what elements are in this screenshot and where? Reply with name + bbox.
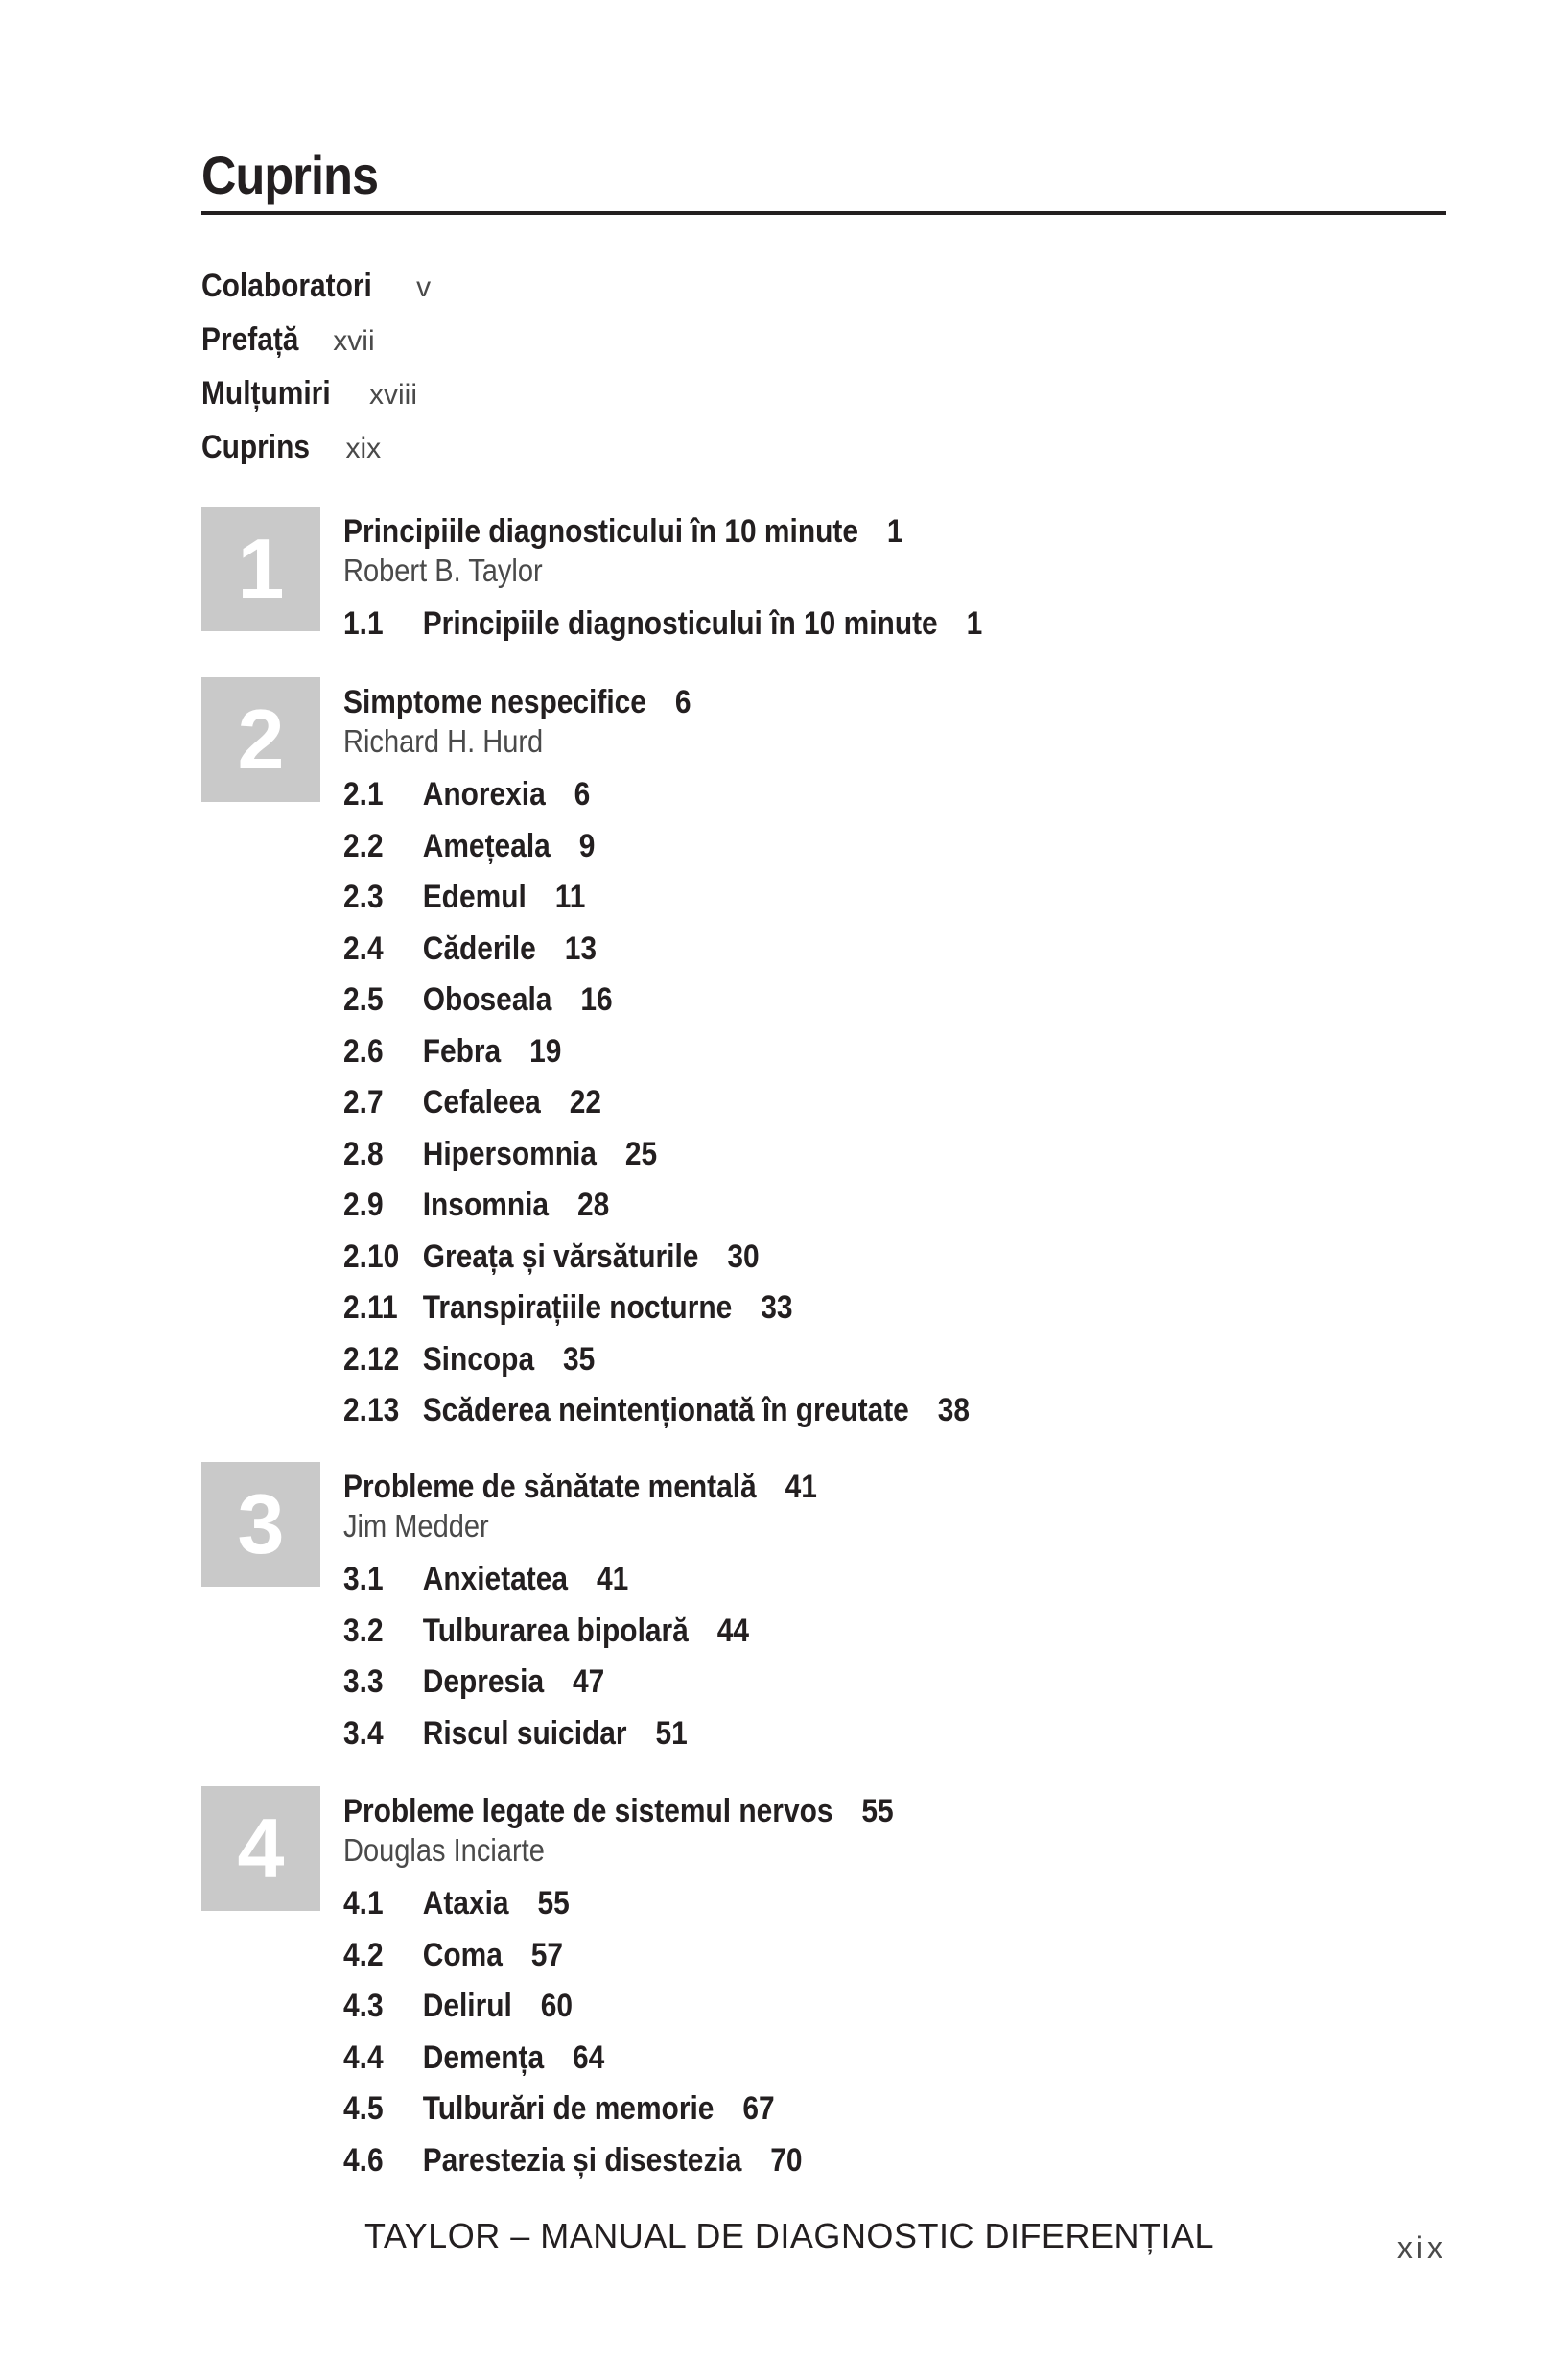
section-number: 3.3 bbox=[343, 1663, 384, 1700]
section-title: Principiile diagnosticului în 10 minute bbox=[422, 605, 938, 642]
front-matter-item-multumiri[interactable] bbox=[201, 372, 431, 426]
front-matter-item-cuprins[interactable] bbox=[201, 426, 431, 480]
section-title: Transpirațiile nocturne bbox=[422, 1289, 733, 1326]
section-number: 4.2 bbox=[343, 1936, 384, 1973]
section-page: 44 bbox=[716, 1612, 750, 1649]
chapter-page: 41 bbox=[785, 1469, 817, 1505]
section-page: 1 bbox=[966, 605, 983, 642]
section-title: Cefaleea bbox=[422, 1084, 541, 1120]
chapter-page: 1 bbox=[886, 513, 903, 550]
section-title: Hipersomnia bbox=[422, 1135, 597, 1172]
section-number: 2.12 bbox=[343, 1340, 400, 1378]
chapter-title-text: Probleme de sănătate mentală bbox=[343, 1469, 757, 1505]
section-title: Parestezia și disestezia bbox=[422, 2141, 742, 2179]
front-matter-list bbox=[201, 265, 431, 480]
section-number: 2.10 bbox=[343, 1237, 400, 1275]
chapter-title[interactable] bbox=[343, 510, 982, 553]
section-page: 33 bbox=[761, 1289, 793, 1326]
section-item[interactable] bbox=[343, 1985, 894, 2037]
section-number: 2.3 bbox=[343, 879, 384, 915]
front-matter-item-prefata[interactable] bbox=[201, 318, 431, 372]
section-page: 51 bbox=[655, 1714, 688, 1752]
section-number: 4.6 bbox=[343, 2141, 384, 2179]
section-item[interactable] bbox=[343, 1133, 970, 1185]
section-number: 3.4 bbox=[343, 1714, 384, 1752]
section-number: 2.9 bbox=[343, 1187, 384, 1223]
section-item[interactable] bbox=[343, 1882, 894, 1934]
section-list bbox=[343, 1882, 969, 2190]
section-title: Oboseala bbox=[422, 981, 552, 1018]
section-title: Scăderea neintenționată în greutate bbox=[422, 1392, 909, 1428]
section-page: 11 bbox=[554, 879, 586, 915]
front-matter-page: xvii bbox=[333, 325, 375, 357]
section-page: 67 bbox=[742, 2090, 775, 2127]
title-divider bbox=[201, 211, 1446, 215]
section-item[interactable] bbox=[343, 2139, 894, 2191]
chapter-author: Douglas Inciarte bbox=[343, 1832, 545, 1868]
section-page: 70 bbox=[770, 2141, 803, 2179]
chapter-title[interactable] bbox=[343, 681, 970, 723]
section-item[interactable] bbox=[343, 2037, 894, 2088]
chapter-number-badge: 1 bbox=[201, 507, 320, 631]
section-title: Depresia bbox=[422, 1663, 545, 1700]
section-item[interactable] bbox=[343, 1934, 894, 1986]
section-list bbox=[343, 1558, 881, 1763]
section-number: 4.4 bbox=[343, 2038, 384, 2076]
section-number: 2.1 bbox=[343, 776, 384, 813]
section-list bbox=[343, 773, 1055, 1441]
section-title: Edemul bbox=[422, 879, 527, 915]
section-title: Coma bbox=[422, 1936, 503, 1973]
section-page: 41 bbox=[596, 1561, 629, 1597]
section-title: Sincopa bbox=[422, 1340, 535, 1378]
chapter-author: Jim Medder bbox=[343, 1508, 489, 1543]
chapter-number-badge: 4 bbox=[201, 1786, 320, 1911]
page-title: Cuprins bbox=[201, 145, 379, 205]
section-item[interactable] bbox=[343, 773, 970, 825]
section-item[interactable] bbox=[343, 876, 970, 928]
section-title: Tulburarea bipolară bbox=[422, 1612, 689, 1649]
section-title: Febra bbox=[422, 1032, 502, 1070]
section-page: 64 bbox=[573, 2038, 605, 2076]
section-item[interactable] bbox=[343, 602, 982, 654]
section-page: 38 bbox=[937, 1392, 971, 1428]
footer-book-title: TAYLOR – MANUAL DE DIAGNOSTIC DIFERENȚIAL bbox=[364, 2216, 1214, 2255]
section-number: 4.1 bbox=[343, 1885, 384, 1921]
section-page: 25 bbox=[624, 1135, 658, 1172]
chapter-title-text: Probleme legate de sistemul nervos bbox=[343, 1793, 833, 1829]
section-title: Insomnia bbox=[422, 1187, 550, 1223]
section-title: Amețeala bbox=[422, 827, 551, 864]
section-number: 3.2 bbox=[343, 1612, 384, 1649]
front-matter-page: xviii bbox=[368, 379, 417, 411]
section-item[interactable] bbox=[343, 1558, 817, 1610]
section-page: 13 bbox=[564, 930, 598, 967]
front-matter-label: Prefață bbox=[201, 321, 299, 358]
section-number: 2.5 bbox=[343, 981, 384, 1018]
section-item[interactable] bbox=[343, 2087, 894, 2139]
section-title: Ataxia bbox=[422, 1885, 509, 1921]
section-page: 35 bbox=[563, 1340, 596, 1378]
section-number: 2.2 bbox=[343, 827, 384, 864]
section-item[interactable] bbox=[343, 1184, 970, 1236]
chapter-number-badge: 2 bbox=[201, 677, 320, 802]
section-item[interactable] bbox=[343, 1712, 817, 1764]
front-matter-label: Mulțumiri bbox=[201, 375, 331, 412]
section-item[interactable] bbox=[343, 1030, 970, 1082]
section-page: 57 bbox=[530, 1936, 564, 1973]
section-item[interactable] bbox=[343, 1081, 970, 1133]
section-page: 9 bbox=[578, 827, 596, 864]
chapter-author: Richard H. Hurd bbox=[343, 723, 544, 759]
front-matter-item-colaboratori[interactable] bbox=[201, 265, 431, 318]
section-number: 3.1 bbox=[343, 1561, 384, 1597]
section-title: Greața și vărsăturile bbox=[422, 1237, 699, 1275]
chapter-title-text: Principiile diagnosticului în 10 minute bbox=[343, 513, 858, 550]
section-page: 30 bbox=[727, 1237, 760, 1275]
section-item[interactable] bbox=[343, 1338, 970, 1390]
section-item[interactable] bbox=[343, 825, 970, 877]
section-page: 47 bbox=[573, 1663, 605, 1700]
section-item[interactable] bbox=[343, 1610, 817, 1661]
section-number: 2.7 bbox=[343, 1084, 384, 1120]
front-matter-page: v bbox=[416, 271, 432, 303]
section-number: 2.13 bbox=[343, 1392, 400, 1428]
section-number: 2.11 bbox=[343, 1289, 398, 1326]
section-number: 2.8 bbox=[343, 1135, 384, 1172]
section-page: 60 bbox=[540, 1988, 574, 2024]
section-item[interactable] bbox=[343, 1661, 817, 1712]
section-title: Anorexia bbox=[422, 776, 546, 813]
section-number: 4.5 bbox=[343, 2090, 384, 2127]
chapter-author: Robert B. Taylor bbox=[343, 553, 543, 588]
chapter-title-text: Simptome nespecifice bbox=[343, 684, 646, 720]
section-page: 28 bbox=[576, 1187, 610, 1223]
section-title: Anxietatea bbox=[422, 1561, 569, 1597]
section-list bbox=[343, 602, 1069, 654]
chapter-page: 55 bbox=[861, 1793, 894, 1829]
section-page: 6 bbox=[574, 776, 591, 813]
front-matter-page: xix bbox=[345, 433, 382, 464]
section-item[interactable] bbox=[343, 978, 970, 1030]
section-item[interactable] bbox=[343, 1389, 970, 1441]
section-item[interactable] bbox=[343, 928, 970, 979]
section-item[interactable] bbox=[343, 1286, 970, 1338]
section-item[interactable] bbox=[343, 1236, 970, 1287]
section-page: 19 bbox=[529, 1032, 562, 1070]
section-title: Riscul suicidar bbox=[422, 1714, 627, 1752]
section-title: Tulburări de memorie bbox=[422, 2090, 715, 2127]
section-number: 1.1 bbox=[343, 605, 384, 642]
section-number: 2.6 bbox=[343, 1032, 384, 1070]
front-matter-label: Cuprins bbox=[201, 429, 311, 465]
section-page: 55 bbox=[537, 1885, 570, 1921]
section-page: 16 bbox=[580, 981, 613, 1018]
section-title: Căderile bbox=[422, 930, 536, 967]
section-title: Delirul bbox=[422, 1988, 512, 2024]
chapter-title[interactable] bbox=[343, 1466, 817, 1508]
page-number: xix bbox=[1396, 2230, 1446, 2265]
section-number: 2.4 bbox=[343, 930, 384, 967]
chapter-page: 6 bbox=[674, 684, 691, 720]
front-matter-label: Colaboratori bbox=[201, 268, 372, 304]
section-number: 4.3 bbox=[343, 1988, 384, 2024]
chapter-title[interactable] bbox=[343, 1790, 894, 1832]
section-title: Demența bbox=[422, 2038, 545, 2076]
chapter-number-badge: 3 bbox=[201, 1462, 320, 1587]
section-page: 22 bbox=[569, 1084, 602, 1120]
